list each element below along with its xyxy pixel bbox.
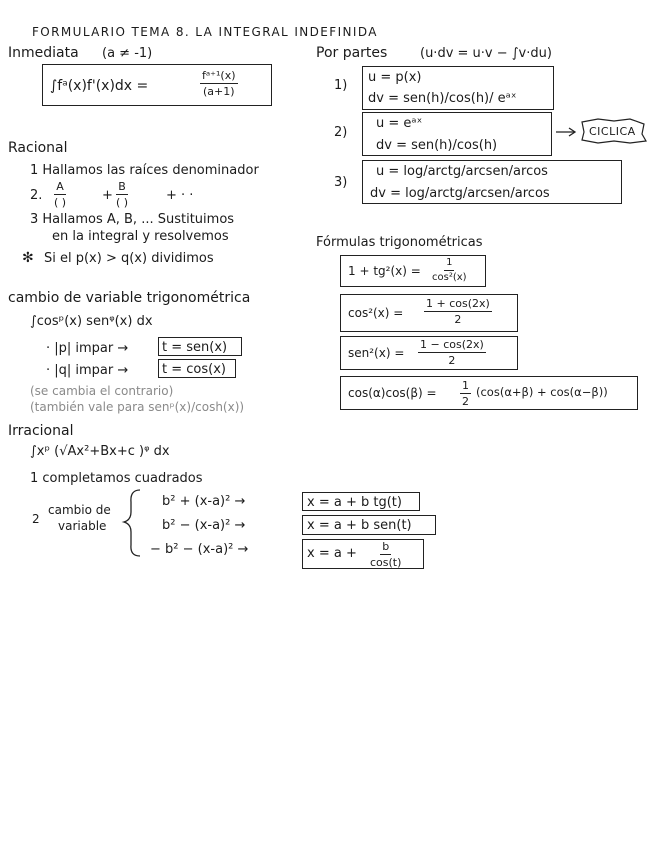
asterisk-icon: ✻ bbox=[22, 250, 34, 266]
trig-f1-fraction bbox=[432, 258, 467, 283]
racional-frac-b-den: ( ) bbox=[116, 196, 129, 209]
trig-f2-left: cos²(x) = bbox=[348, 306, 404, 320]
trig-f1-den: cos²(x) bbox=[432, 272, 467, 283]
irracional-step2-num: 2 bbox=[32, 512, 40, 526]
trig-f4-num: 1 bbox=[462, 379, 469, 392]
trig-f3-den: 2 bbox=[448, 354, 456, 367]
racional-step3-line1: 3 Hallamos A, B, ... Sustituimos bbox=[30, 212, 235, 227]
trig-f1-left: 1 + tg²(x) = bbox=[348, 264, 421, 278]
cambio-trig-integral: ∫cosᵖ(x) senᵠ(x) dx bbox=[30, 314, 153, 329]
racional-heading: Racional bbox=[8, 140, 68, 156]
cambio-trig-note1: (se cambia el contrario) bbox=[30, 384, 174, 398]
racional-note: Si el p(x) > q(x) dividimos bbox=[44, 251, 214, 266]
irracional-row3-text: x = a + bbox=[307, 546, 357, 561]
partes-item3-line1: u = log/arctg/arcsen/arcos bbox=[376, 164, 548, 179]
racional-plus: + bbox=[102, 188, 113, 203]
irracional-integral: ∫xᵖ (√Ax²+Bx+c )ᵠ dx bbox=[30, 444, 170, 459]
partes-heading: Por partes bbox=[316, 45, 388, 61]
inmediata-formula: ∫fᵃ(x)f'(x)dx = bbox=[50, 78, 149, 94]
trig-f1-num: 1 bbox=[444, 258, 454, 271]
racional-step2-prefix: 2. bbox=[30, 188, 43, 203]
cambio-trig-case1-text: t = sen(x) bbox=[162, 340, 228, 355]
cambio-trig-heading: cambio de variable trigonométrica bbox=[8, 290, 251, 306]
partes-item2-line1: u = eᵃˣ bbox=[376, 116, 423, 131]
cambio-trig-note2: (también vale para senᵖ(x)/cosh(x)) bbox=[30, 400, 245, 414]
racional-step3-line2: en la integral y resolvemos bbox=[52, 229, 229, 244]
racional-frac-a-num: A bbox=[56, 180, 64, 193]
partes-item1-num: 1) bbox=[334, 78, 348, 93]
irracional-row2-text: x = a + b sen(t) bbox=[307, 518, 412, 533]
irracional-row3-frac-num: b bbox=[382, 540, 390, 553]
page-title: FORMULARIO TEMA 8. LA INTEGRAL INDEFINIDA bbox=[32, 25, 378, 39]
racional-step1: 1 Hallamos las raíces denominador bbox=[30, 163, 259, 178]
irracional-step1: 1 completamos cuadrados bbox=[30, 471, 203, 486]
partes-item2-num: 2) bbox=[334, 125, 348, 140]
racional-frac-b-num: B bbox=[118, 180, 126, 193]
irracional-row2-expr: b² − (x-a)² → bbox=[162, 518, 246, 533]
inmediata-frac-num: fᵃ⁺¹(x) bbox=[202, 69, 236, 82]
irracional-row1-text: x = a + b tg(t) bbox=[307, 495, 402, 510]
trig-f4-fraction bbox=[460, 380, 471, 407]
irracional-row1-expr: b² + (x-a)² → bbox=[162, 494, 246, 509]
inmediata-condition: (a ≠ -1) bbox=[102, 46, 153, 61]
partes-item3-num: 3) bbox=[334, 175, 348, 190]
irracional-heading: Irracional bbox=[8, 423, 74, 439]
cambio-trig-case1: · |p| impar → bbox=[46, 341, 129, 356]
trig-f4-left: cos(α)cos(β) = bbox=[348, 386, 437, 400]
partes-item3-line2: dv = log/arctg/arcsen/arcos bbox=[370, 186, 550, 201]
irracional-row3-expr: − b² − (x-a)² → bbox=[150, 542, 249, 557]
inmediata-frac-den: (a+1) bbox=[202, 85, 235, 98]
trig-f4-right: (cos(α+β) + cos(α−β)) bbox=[476, 385, 608, 399]
partes-item1-line2: dv = sen(h)/cos(h)/ eᵃˣ bbox=[368, 91, 517, 106]
partes-formula: (u·dv = u·v − ∫v·du) bbox=[420, 46, 552, 61]
irracional-row3-frac-den: cos(t) bbox=[370, 556, 402, 569]
irracional-step2-label1: cambio de bbox=[48, 503, 111, 517]
partes-item1-line1: u = p(x) bbox=[368, 70, 422, 85]
irracional-step2-label2: variable bbox=[58, 519, 107, 533]
cambio-trig-case2: · |q| impar → bbox=[46, 363, 129, 378]
trig-f3-num: 1 − cos(2x) bbox=[420, 338, 484, 351]
ciclica-label: CICLICA bbox=[589, 125, 636, 138]
trig-heading: Fórmulas trigonométricas bbox=[316, 235, 483, 250]
trig-f2-den: 2 bbox=[454, 313, 462, 326]
racional-frac-a-den: ( ) bbox=[54, 196, 67, 209]
trig-f3-fraction bbox=[418, 339, 486, 366]
trig-f4-den: 2 bbox=[462, 395, 469, 408]
racional-dots: + · · bbox=[166, 188, 194, 203]
partes-item2-line2: dv = sen(h)/cos(h) bbox=[376, 138, 498, 153]
inmediata-heading: Inmediata bbox=[8, 45, 79, 61]
trig-f2-fraction bbox=[424, 298, 492, 325]
cambio-trig-case2-text: t = cos(x) bbox=[162, 362, 226, 377]
trig-f3-left: sen²(x) = bbox=[348, 346, 405, 360]
trig-f2-num: 1 + cos(2x) bbox=[426, 297, 490, 310]
